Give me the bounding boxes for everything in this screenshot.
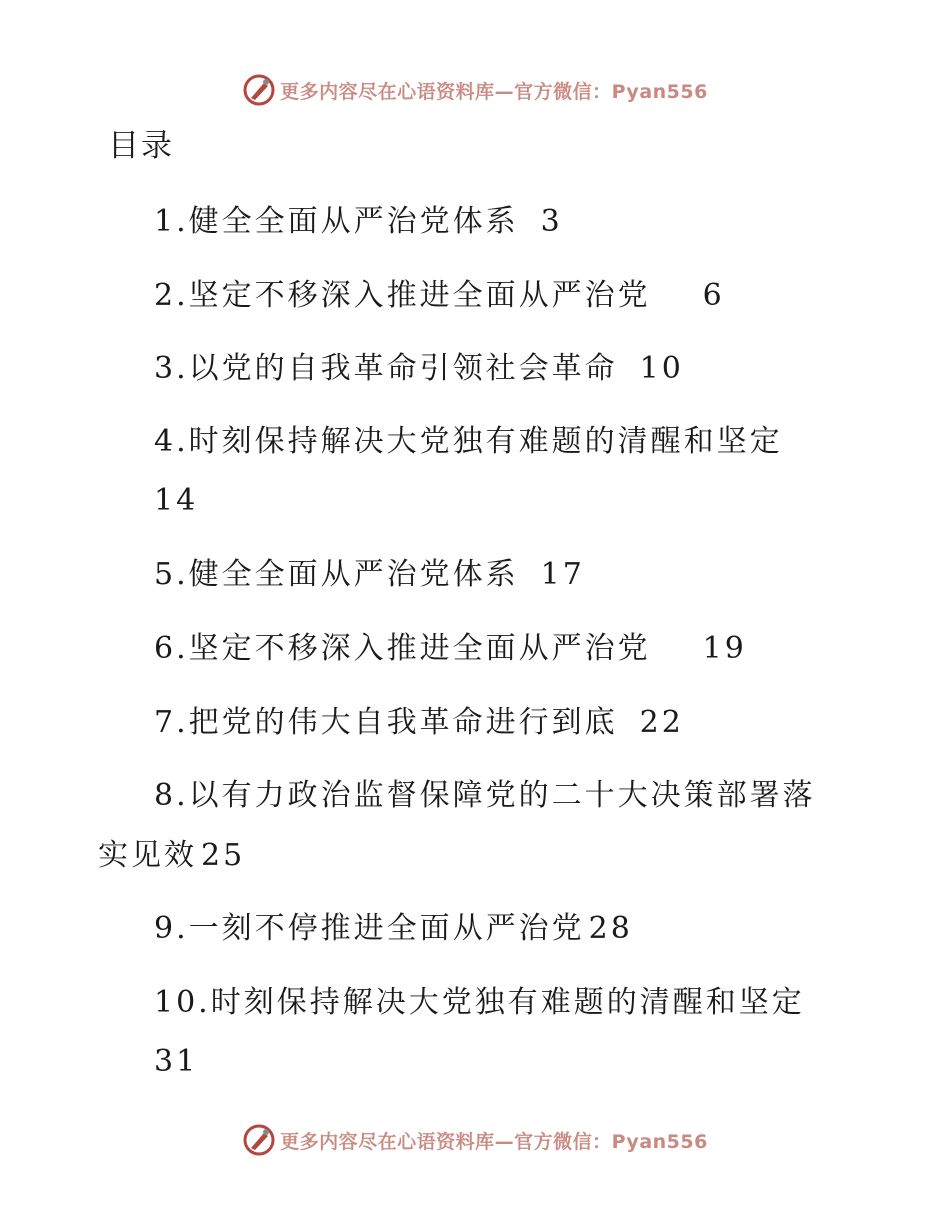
toc-item-3[interactable]: [154, 347, 684, 391]
toc-item-text: 5.健全全面从严治党体系: [154, 557, 519, 592]
toc-item-text: 2.坚定不移深入推进全面从严治党: [154, 278, 651, 313]
header-watermark-inner: [242, 73, 708, 107]
toc-item-5[interactable]: [154, 553, 585, 597]
toc-item-page: 6: [702, 278, 725, 313]
toc-title: 目录: [108, 128, 174, 164]
toc-item-text: 1.健全全面从严治党体系: [154, 204, 519, 239]
toc-item-10-page[interactable]: [154, 1040, 198, 1084]
footer-watermark-inner: [242, 1123, 708, 1157]
header-watermark-text: 更多内容尽在心语资料库—官方微信：Pyan556: [280, 80, 708, 103]
toc-item-text: 7.把党的伟大自我革命进行到底: [154, 705, 618, 740]
toc-item-text: 实见效: [98, 838, 197, 873]
toc-item-2[interactable]: [154, 274, 725, 318]
toc-item-text: 10.时刻保持解决大党独有难题的清醒和坚定: [154, 985, 805, 1020]
toc-item-page: 10: [639, 351, 684, 386]
toc-item-6[interactable]: [154, 627, 747, 671]
toc-item-7[interactable]: [154, 701, 684, 745]
toc-item-page: 22: [639, 705, 684, 740]
toc-item-page: 31: [154, 1044, 199, 1079]
toc-item-8-cont[interactable]: [98, 834, 245, 878]
toc-item-8[interactable]: [154, 774, 816, 818]
toc-item-9[interactable]: [154, 907, 633, 951]
pen-circle-logo-icon: [242, 73, 276, 107]
toc-item-page: 14: [154, 483, 199, 518]
toc-item-page: 17: [540, 557, 585, 592]
toc-item-10[interactable]: [154, 981, 805, 1025]
toc-item-page: 25: [201, 838, 246, 873]
toc-item-page: 3: [540, 204, 563, 239]
toc-item-text: 3.以党的自我革命引领社会革命: [154, 351, 618, 386]
toc-item-page: 19: [702, 631, 747, 666]
toc-item-text: 8.以有力政治监督保障党的二十大决策部署落: [154, 778, 816, 813]
toc-item-text: 6.坚定不移深入推进全面从严治党: [154, 631, 651, 666]
toc-item-page: 28: [588, 911, 633, 946]
toc-item-4-page[interactable]: [154, 479, 198, 523]
toc-item-text: 4.时刻保持解决大党独有难题的清醒和坚定: [154, 424, 783, 459]
toc-item-4[interactable]: [154, 420, 783, 464]
pen-circle-logo-icon: [242, 1123, 276, 1157]
header-watermark: [0, 70, 950, 110]
footer-watermark-text: 更多内容尽在心语资料库—官方微信：Pyan556: [280, 1130, 708, 1153]
toc-item-text: 9.一刻不停推进全面从严治党: [154, 911, 585, 946]
footer-watermark: [0, 1120, 950, 1160]
toc-item-1[interactable]: [154, 200, 563, 244]
